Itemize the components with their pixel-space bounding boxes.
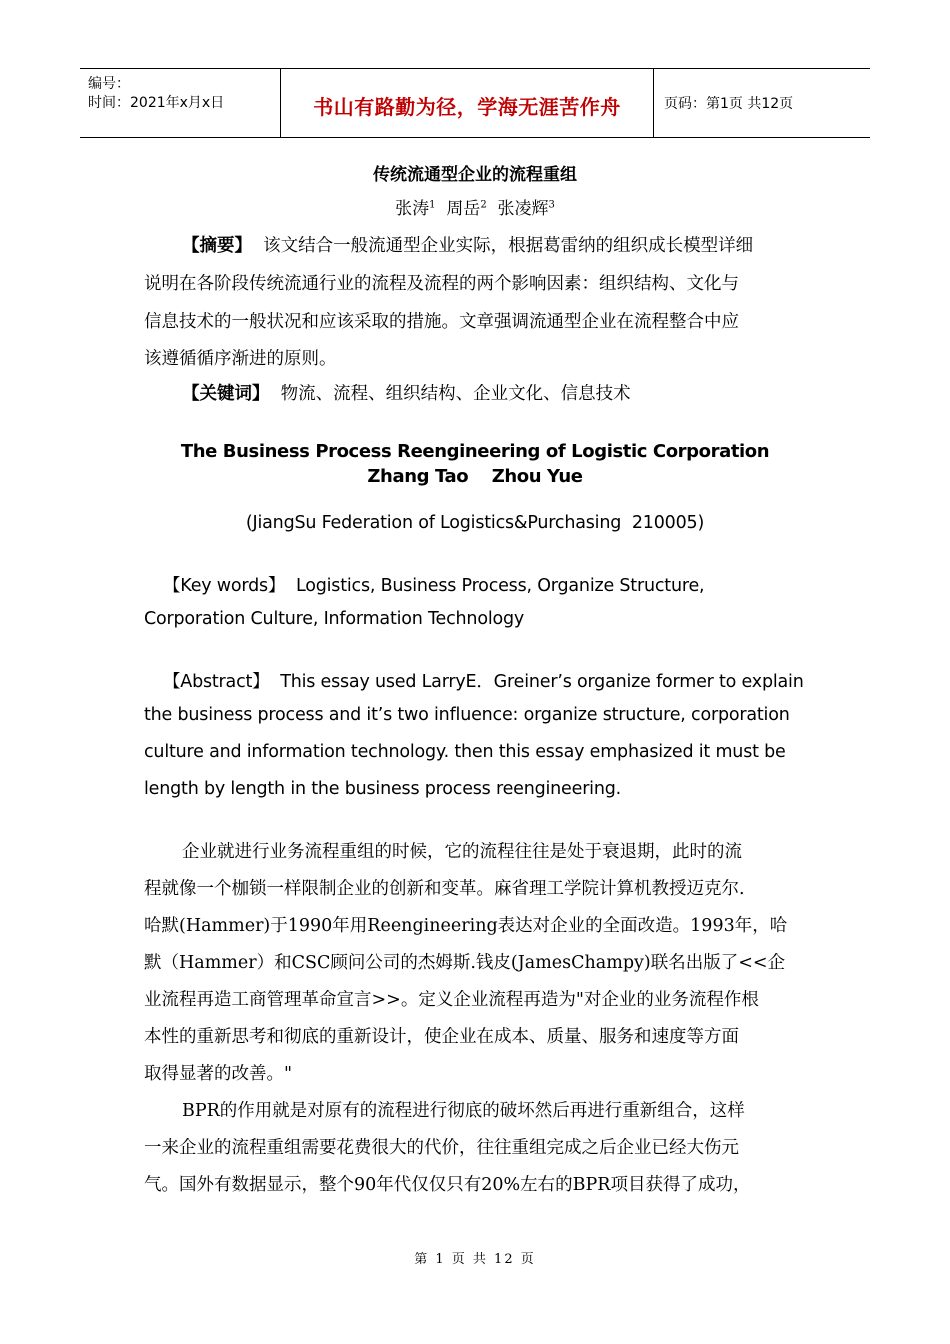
english-title: The Business Process Reengineering of Logistic Corporation: [180, 441, 770, 462]
body-line: 哈默(Hammer)于1990年用Reengineering表达对企业的全面改造。1993年，哈: [144, 916, 788, 936]
header-meta-cell: [80, 69, 281, 137]
abstract-en-line: length by length in the business process reengineering.: [144, 779, 622, 799]
abstract-en-line: the business process and it’s two influence: organize structure, corporation: [144, 705, 790, 725]
page-footer: 第 1 页 共 12 页: [414, 1252, 536, 1267]
abstract-cn-label: 【摘要】: [182, 236, 252, 256]
author-affiliation-mark: 3: [548, 199, 555, 211]
body-line: 业流程再造工商管理革命宣言>>。定义企业流程再造为"对企业的业务流程作根: [144, 990, 759, 1010]
body-line: 企业就进行业务流程重组的时候，它的流程往往是处于衰退期，此时的流: [182, 842, 742, 862]
abstract-cn-line: 该遵循循序渐进的原则。: [144, 349, 337, 369]
abstract-cn-line: [182, 232, 753, 257]
keywords-cn-text: 物流、流程、组织结构、企业文化、信息技术: [280, 384, 631, 404]
author-affiliation-mark: 2: [480, 199, 487, 211]
keywords-cn-label: 【关键词】: [182, 384, 270, 404]
header-table: [80, 68, 870, 138]
abstract-cn-line: 说明在各阶段传统流通行业的流程及流程的两个影响因素：组织结构、文化与: [144, 274, 739, 294]
date-label: 时间：2021年x月x日: [88, 95, 225, 111]
abstract-en-line: culture and information technology. then this essay emphasized it must be: [144, 742, 786, 762]
author-name: 张凌辉: [497, 199, 549, 219]
header-page-cell: [654, 69, 870, 137]
body-line: 一来企业的流程重组需要花费很大的代价，往往重组完成之后企业已经大伤元: [144, 1138, 739, 1158]
body-line: 程就像一个枷锁一样限制企业的创新和变革。麻省理工学院计算机教授迈克尔.: [144, 879, 745, 899]
keywords-en-line: Corporation Culture, Information Technology: [144, 609, 525, 629]
body-line: 取得显著的改善。": [144, 1064, 293, 1084]
keywords-en-line: [163, 572, 704, 597]
body-line: 本性的重新思考和彻底的重新设计，使企业在成本、质量、服务和速度等方面: [144, 1027, 739, 1047]
author-affiliation-mark: 1: [429, 199, 436, 211]
abstract-cn-line: 信息技术的一般状况和应该采取的措施。文章强调流通型企业在流程整合中应: [144, 312, 739, 332]
body-line: BPR的作用就是对原有的流程进行彻底的破坏然后再进行重新组合，这样: [182, 1101, 745, 1121]
author-name: 周岳: [446, 199, 481, 219]
motto: 书山有路勤为径，学海无涯苦作舟: [313, 95, 621, 119]
keywords-en-label: 【Key words】: [163, 576, 286, 596]
author-name: 张涛: [395, 199, 430, 219]
abstract-en-label: 【Abstract】: [163, 672, 270, 692]
keywords-cn: [182, 380, 631, 405]
page-info: 页码：第1页 共12页: [664, 96, 794, 112]
abstract-en-text: This essay used LarryE．Greiner’s organize former to explain: [280, 672, 804, 692]
english-authors: Zhang Tao Zhou Yue: [367, 466, 583, 487]
body-line: 气。国外有数据显示，整个90年代仅仅只有20%左右的BPR项目获得了成功，: [144, 1175, 751, 1195]
header-motto-cell: [281, 69, 654, 137]
english-affiliation: (JiangSu Federation of Logistics&Purchasing 210005): [245, 513, 705, 533]
article-title: 传统流通型企业的流程重组: [373, 165, 577, 185]
keywords-en-text: Logistics, Business Process, Organize Structure,: [295, 576, 705, 596]
author-list: [0, 194, 950, 219]
abstract-en-line: [163, 668, 804, 693]
abstract-cn-text: 该文结合一般流通型企业实际，根据葛雷纳的组织成长模型详细: [263, 236, 754, 256]
number-label: 编号：: [88, 76, 130, 92]
body-line: 默（Hammer）和CSC顾问公司的杰姆斯.钱皮(JamesChampy)联名出版了<<企: [144, 953, 786, 973]
